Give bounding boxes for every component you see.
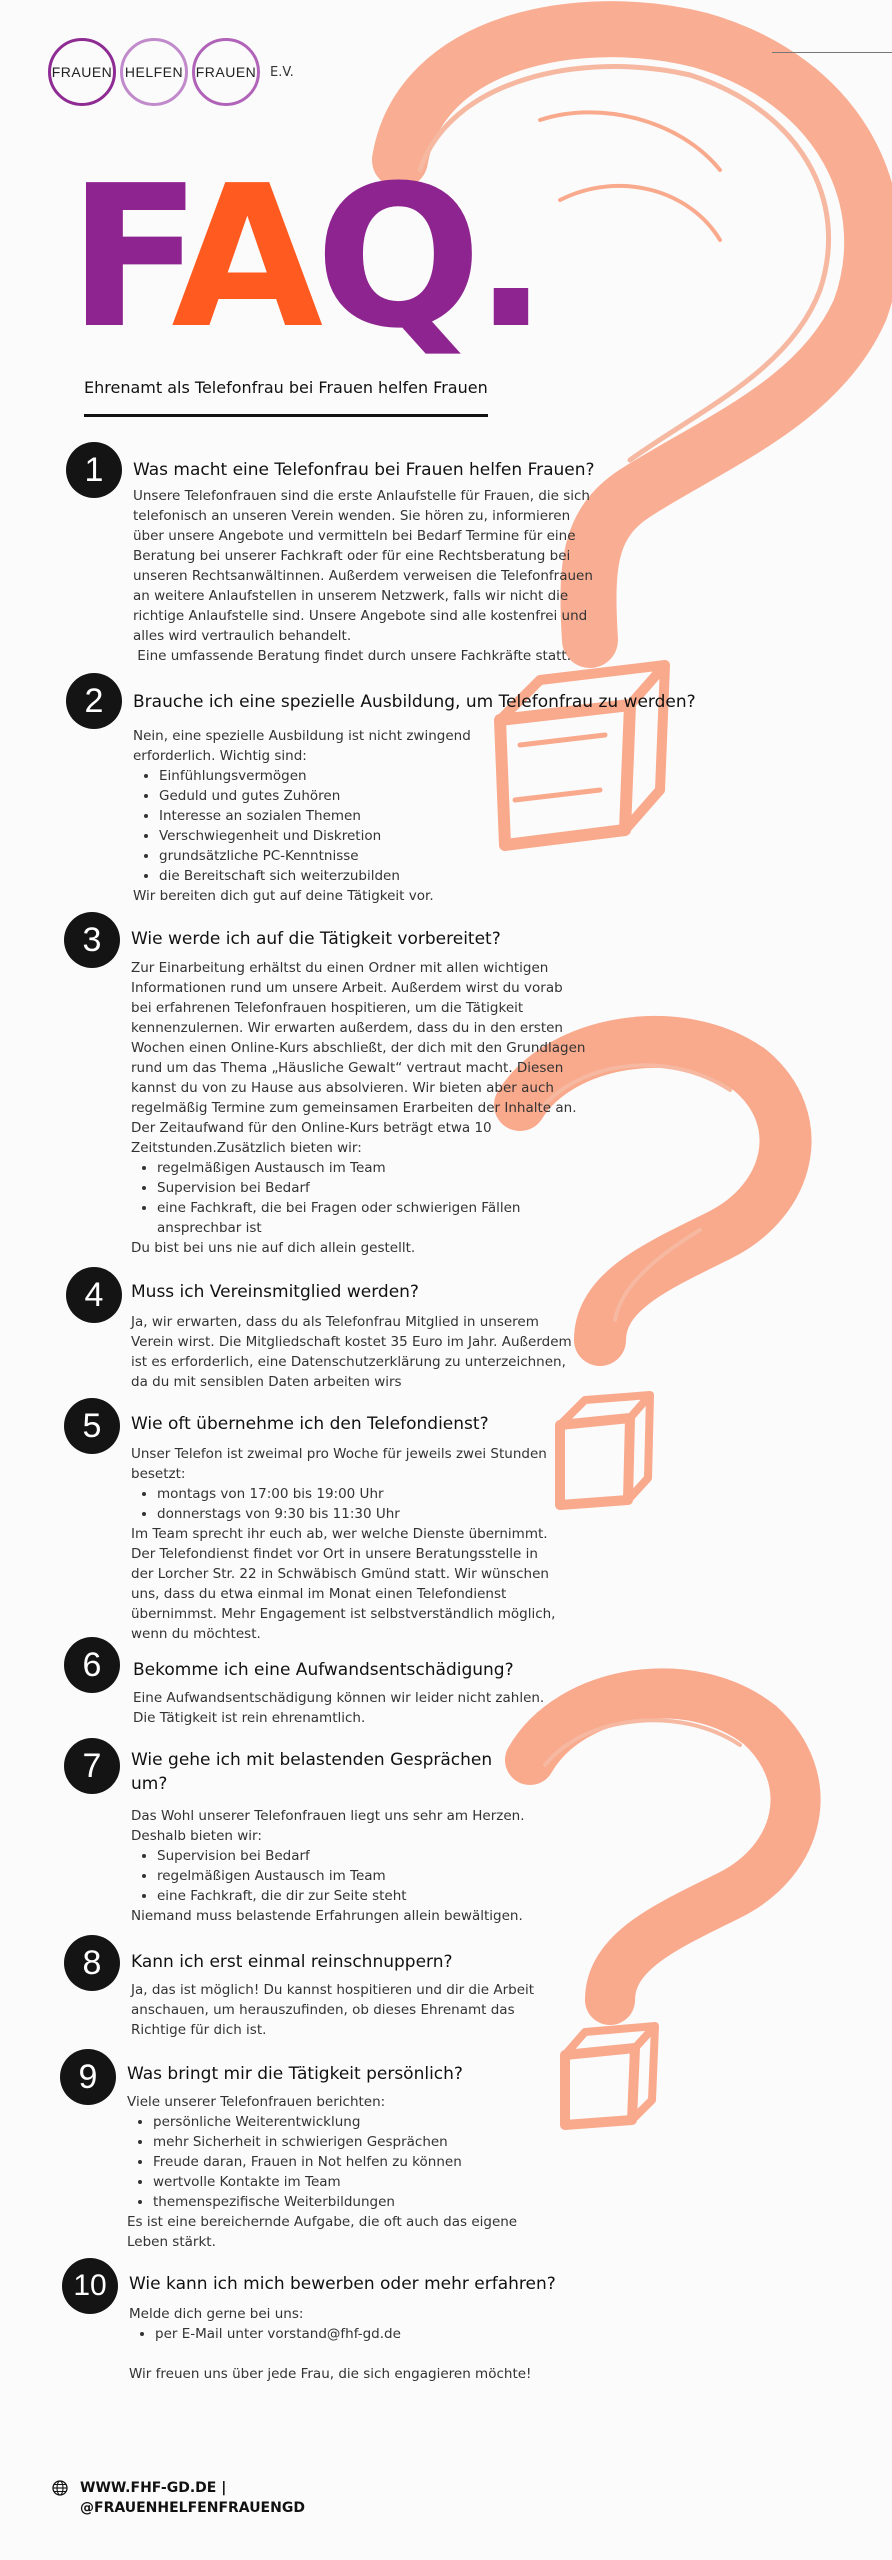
answer-list — [127, 2112, 547, 2212]
faq-letter-a: A — [171, 144, 316, 372]
answer-text — [133, 486, 603, 666]
list-item: • Verschwiegenheit und Diskretion — [159, 826, 493, 846]
answer-paragraph: Zur Einarbeitung erhältst du einen Ordner mit allen wichtigen Informationen rund um unsere Arbeit. Außerdem wirst du vorab bei erfahrenen Telefonfrauen hospitieren, um die Tätigkeit kennenzulernen. Wir erwarten außerdem, dass du in den ersten Wochen einen Online-Kurs abschließt, der dich mit den Grundlagen rund um das Thema „Häusliche Gewalt“ vertraut macht. Diesen kannst du von zu Hause aus absolvieren. Wir bieten aber auch regelmäßig Termine zum gemeinsamen Erarbeiten der Inhalte an. Der Zeitaufwand für den Online-Kurs beträgt etwa 10 Zeitstunden.Zusätzlich bieten wir: — [131, 960, 586, 1156]
list-item: • wertvolle Kontakte im Team — [153, 2172, 547, 2192]
answer-list — [129, 2324, 589, 2344]
list-item: • die Bereitschaft sich weiterzubilden — [159, 866, 493, 886]
answer-text — [131, 1980, 551, 2040]
question-number: 8 — [64, 1935, 120, 1991]
answer-text — [131, 958, 587, 1258]
list-item: • montags von 17:00 bis 19:00 Uhr — [157, 1484, 561, 1504]
question-number: 9 — [60, 2049, 116, 2105]
answer-paragraph: Du bist bei uns nie auf dich allein gestellt. — [131, 1240, 416, 1256]
question-title: Wie gehe ich mit belastenden Gesprächen um? — [131, 1750, 493, 1794]
question-number: 10 — [62, 2258, 118, 2314]
answer-paragraph: Wir freuen uns über jede Frau, die sich engagieren möchte! — [129, 2366, 532, 2382]
list-item: • eine Fachkraft, die dir zur Seite steht — [157, 1886, 551, 1906]
answer-paragraph: Melde dich gerne bei uns: — [129, 2306, 304, 2322]
question-number: 3 — [64, 912, 120, 968]
faq-heading — [68, 144, 541, 372]
question-number: 4 — [66, 1267, 122, 1323]
question-title: Wie kann ich mich bewerben oder mehr erfahren? — [129, 2274, 556, 2294]
question-title: Brauche ich eine spezielle Ausbildung, um Telefonfrau zu werden? — [133, 692, 696, 712]
list-item: • regelmäßigen Austausch im Team — [157, 1866, 551, 1886]
question-number: 1 — [66, 442, 122, 498]
list-item: • eine Fachkraft, die bei Fragen oder schwierigen Fällen ansprechbar ist — [157, 1198, 547, 1238]
answer-list — [131, 1484, 561, 1524]
answer-paragraph: Im Team sprecht ihr euch ab, wer welche Dienste übernimmt. Der Telefondienst findet vor Ort in unsere Beratungsstelle in der Lorcher Str. 22 in Schwäbisch Gmünd statt. Wir wünschen uns, dass du etwa einmal im Monat einen Telefondienst übernimmst. Mehr Engagement ist selbstverständlich möglich, wenn du möchtest. — [131, 1526, 556, 1642]
logo-suffix: E.V. — [270, 64, 294, 80]
answer-text — [131, 1312, 581, 1392]
faq-dot: . — [473, 144, 541, 372]
logo-circle: HELFEN — [120, 38, 188, 106]
list-item: • Einfühlungsvermögen — [159, 766, 493, 786]
answer-text — [129, 2304, 589, 2384]
answer-text — [131, 1806, 551, 1926]
question-number: 2 — [66, 673, 122, 729]
answer-paragraph: Unsere Telefonfrauen sind die erste Anlaufstelle für Frauen, die sich telefonisch an unseren Verein wenden. Sie hören zu, informieren über unsere Angebote und vermitteln bei Bedarf Termine für eine Beratung bei unserer Fachkraft oder für eine Rechtsberatung bei unseren Rechtsanwältinnen. Außerdem verweisen die Telefonfrauen an weitere Anlaufstellen in unserem Netzwerk, falls wir nicht die richtige Anlaufstelle sind. Unsere Angebote sind alle kostenfrei und alles wird vertraulich behandelt. — [133, 488, 593, 644]
answer-paragraph: Viele unserer Telefonfrauen berichten: — [127, 2094, 386, 2110]
answer-text — [133, 726, 493, 906]
list-item: • Geduld und gutes Zuhören — [159, 786, 493, 806]
answer-text — [133, 1688, 553, 1728]
answer-paragraph: Es ist eine bereichernde Aufgabe, die oft auch das eigene Leben stärkt. — [127, 2214, 518, 2250]
answer-paragraph: Eine Aufwandsentschädigung können wir leider nicht zahlen. Die Tätigkeit ist rein ehrenamtlich. — [133, 1690, 545, 1726]
logo-circle: FRAUEN — [48, 38, 116, 106]
answer-paragraph: Unser Telefon ist zweimal pro Woche für jeweils zwei Stunden besetzt: — [131, 1446, 547, 1482]
question-title: Bekomme ich eine Aufwandsentschädigung? — [133, 1660, 514, 1680]
website-link[interactable]: WWW.FHF-GD.DE | — [80, 2480, 227, 2496]
globe-icon — [52, 2480, 68, 2496]
social-handle[interactable]: @FRAUENHELFENFRAUENGD — [80, 2500, 305, 2516]
answer-paragraph: Ja, wir erwarten, dass du als Telefonfrau Mitglied in unserem Verein wirst. Die Mitgliedschaft kostet 35 Euro im Jahr. Außerdem ist es erforderlich, eine Datenschutzerklärung zu unterzeichnen, da du mit sensiblen Daten arbeiten wirs — [131, 1314, 572, 1390]
answer-paragraph: Wir bereiten dich gut auf deine Tätigkeit vor. — [133, 888, 434, 904]
answer-paragraph: Ja, das ist möglich! Du kannst hospitieren und dir die Arbeit anschauen, um herauszufinden, ob dieses Ehrenamt das Richtige für dich ist. — [131, 1982, 535, 2038]
logo-circle: FRAUEN — [192, 38, 260, 106]
list-item: • Interesse an sozialen Themen — [159, 806, 493, 826]
header-rule — [772, 52, 892, 53]
list-item: • donnerstags von 9:30 bis 11:30 Uhr — [157, 1504, 561, 1524]
question-title: Muss ich Vereinsmitglied werden? — [131, 1282, 419, 1302]
list-item: • Supervision bei Bedarf — [157, 1846, 551, 1866]
answer-text — [127, 2092, 547, 2252]
subtitle-underline — [84, 414, 488, 417]
list-item: • Freude daran, Frauen in Not helfen zu können — [153, 2152, 547, 2172]
answer-paragraph: Niemand muss belastende Erfahrungen allein bewältigen. — [131, 1908, 523, 1924]
org-logo — [48, 38, 294, 106]
list-item: • grundsätzliche PC-Kenntnisse — [159, 846, 493, 866]
question-title: Wie werde ich auf die Tätigkeit vorbereitet? — [131, 929, 501, 949]
list-item: • persönliche Weiterentwicklung — [153, 2112, 547, 2132]
question-title: Kann ich erst einmal reinschnuppern? — [131, 1952, 453, 1972]
question-number: 5 — [64, 1398, 120, 1454]
list-item: • regelmäßigen Austausch im Team — [157, 1158, 587, 1178]
question-title: Was macht eine Telefonfrau bei Frauen helfen Frauen? — [133, 460, 595, 480]
answer-list — [131, 1846, 551, 1906]
list-item: • mehr Sicherheit in schwierigen Gesprächen — [153, 2132, 547, 2152]
question-number: 7 — [64, 1738, 120, 1794]
answer-list — [131, 1158, 587, 1238]
question-number: 6 — [64, 1637, 120, 1693]
answer-text — [131, 1444, 561, 1644]
answer-paragraph: Das Wohl unserer Telefonfrauen liegt uns sehr am Herzen. Deshalb bieten wir: — [131, 1808, 525, 1844]
question-title: Was bringt mir die Tätigkeit persönlich? — [127, 2064, 463, 2084]
list-item: • per E-Mail unter vorstand@fhf-gd.de — [155, 2324, 589, 2344]
list-item: • themenspezifische Weiterbildungen — [153, 2192, 547, 2212]
faq-letter-f: F — [68, 144, 172, 372]
answer-paragraph: Nein, eine spezielle Ausbildung ist nicht zwingend erforderlich. Wichtig sind: — [133, 728, 471, 764]
list-item: • Supervision bei Bedarf — [157, 1178, 587, 1198]
footer-contact — [52, 2478, 305, 2518]
faq-letter-q: Q — [315, 144, 474, 372]
question-title: Wie oft übernehme ich den Telefondienst? — [131, 1414, 489, 1434]
answer-list — [133, 766, 493, 886]
answer-paragraph: Eine umfassende Beratung findet durch unsere Fachkräfte statt. — [133, 648, 571, 664]
page-subtitle: Ehrenamt als Telefonfrau bei Frauen helfen Frauen — [84, 378, 488, 397]
